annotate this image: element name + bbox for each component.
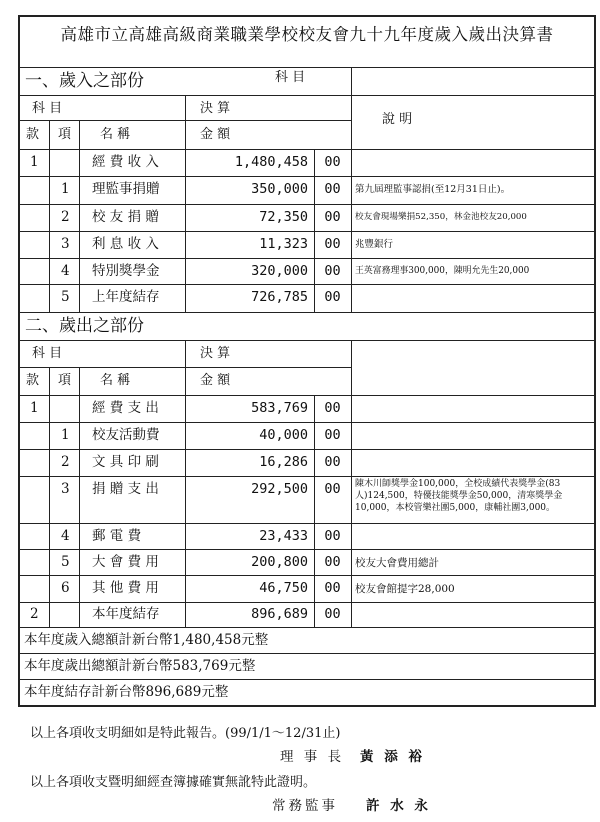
expense-row-kuan: 2 — [30, 606, 39, 622]
rule — [18, 395, 596, 396]
expense-row-note: 校友會館提字28,000 — [355, 583, 455, 595]
rule — [18, 422, 596, 423]
expense-budget-header: 決 算 — [200, 346, 231, 361]
expense-row-name: 經 費 支 出 — [92, 400, 159, 416]
summary-income-total: 本年度歲入總額計新台幣1,480,458元整 — [24, 632, 269, 648]
income-amount-header: 金 額 — [200, 127, 231, 142]
expense-row-name: 捐 贈 支 出 — [92, 481, 159, 497]
expense-row-cents: 00 — [324, 580, 341, 596]
expense-row-cents: 00 — [324, 454, 341, 470]
expense-row-cents: 00 — [324, 481, 341, 497]
rule — [79, 367, 80, 627]
income-row-amount: 726,785 — [251, 289, 308, 305]
rule — [185, 95, 186, 312]
expense-row-xiang: 4 — [61, 528, 70, 544]
rule — [18, 231, 596, 232]
supervisor-name: 許 水 永 — [366, 798, 431, 814]
expense-row-name: 其 他 費 用 — [92, 580, 159, 596]
expense-row-amount: 583,769 — [251, 400, 308, 416]
income-name-header: 名 稱 — [100, 127, 131, 142]
supervisor-title: 常務監事 — [272, 798, 338, 814]
income-row-note: 兆豐銀行 — [355, 239, 394, 250]
expense-row-cents: 00 — [324, 528, 341, 544]
expense-row-name: 大 會 費 用 — [92, 554, 159, 570]
expense-row-name: 校友活動費 — [92, 427, 160, 443]
income-row-name: 特別獎學金 — [92, 263, 160, 279]
rule — [18, 679, 596, 680]
rule — [18, 476, 596, 477]
income-row-amount: 1,480,458 — [234, 154, 308, 170]
rule — [18, 523, 596, 524]
rule — [18, 176, 596, 177]
expense-row-name: 本年度結存 — [92, 606, 160, 622]
expense-amount-header: 金 額 — [200, 373, 231, 388]
rule — [18, 340, 596, 341]
rule — [49, 120, 50, 312]
rule — [18, 575, 596, 576]
expense-row-amount: 200,800 — [251, 554, 308, 570]
expense-row-note: 校友大會費用總計 — [355, 557, 439, 569]
rule — [18, 312, 596, 313]
expense-row-xiang: 2 — [61, 454, 70, 470]
income-row-name: 上年度結存 — [92, 289, 160, 305]
income-row-xiang: 4 — [61, 263, 70, 279]
income-row-name: 利 息 收 入 — [92, 236, 159, 252]
income-row-cents: 00 — [324, 209, 341, 225]
expense-xiang-header: 項 — [58, 373, 72, 388]
expense-row-xiang: 6 — [61, 580, 70, 596]
income-xiang-header: 項 — [58, 127, 72, 142]
income-row-amount: 11,323 — [259, 236, 308, 252]
expense-row-amount: 292,500 — [251, 481, 308, 497]
expense-row-amount: 23,433 — [259, 528, 308, 544]
expense-row-amount: 896,689 — [251, 606, 308, 622]
income-row-amount: 72,350 — [259, 209, 308, 225]
document-title: 高雄市立高雄高級商業職業學校校友會九十九年度歲入歲出決算書 — [60, 25, 554, 44]
expense-kuan-header: 款 — [26, 373, 40, 388]
summary-expense-total: 本年度歲出總額計新台幣583,769元整 — [24, 658, 256, 674]
expense-row-amount: 46,750 — [259, 580, 308, 596]
rule — [18, 284, 596, 285]
rule — [18, 627, 596, 628]
income-row-note: 第九屆理監事認捐(至12月31日止)。 — [355, 184, 511, 195]
income-kuan-header: 款 — [26, 127, 40, 142]
expense-row-name: 郵 電 費 — [92, 528, 142, 544]
expense-name-header: 名 稱 — [100, 373, 131, 388]
income-row-xiang: 5 — [61, 289, 70, 305]
chairman-title: 理 事 長 — [280, 749, 345, 765]
income-top-subject-label: 科 目 — [275, 70, 306, 85]
chairman-name: 黃 添 裕 — [360, 749, 425, 765]
expense-row-amount: 16,286 — [259, 454, 308, 470]
expense-row-amount: 40,000 — [259, 427, 308, 443]
rule — [18, 95, 596, 96]
rule — [351, 340, 352, 627]
income-row-name: 經 費 收 入 — [92, 154, 159, 170]
income-row-amount: 320,000 — [251, 263, 308, 279]
expense-section-title: 二、歲出之部份 — [25, 316, 144, 336]
rule — [18, 549, 596, 550]
expense-row-cents: 00 — [324, 427, 341, 443]
summary-balance: 本年度結存計新台幣896,689元整 — [24, 684, 229, 700]
expense-row-name: 文 具 印 刷 — [92, 454, 159, 470]
expense-row-cents: 00 — [324, 400, 341, 416]
income-row-cents: 00 — [324, 289, 341, 305]
rule — [49, 367, 50, 627]
expense-row-xiang: 3 — [61, 481, 70, 497]
expense-row-cents: 00 — [324, 606, 341, 622]
income-budget-header: 決 算 — [200, 101, 231, 116]
report-statement: 以上各項收支明細如是特此報告。(99/1/1～12/31止) — [30, 726, 341, 741]
rule — [79, 120, 80, 312]
income-row-name: 校 友 捐 贈 — [92, 209, 159, 225]
rule — [351, 67, 352, 312]
audit-statement: 以上各項收支暨明細經查簿據確實無訛特此證明。 — [30, 775, 317, 790]
rule — [18, 258, 596, 259]
rule — [18, 449, 596, 450]
income-row-xiang: 1 — [61, 181, 70, 197]
rule — [18, 653, 596, 654]
income-remarks-header: 說 明 — [382, 112, 413, 127]
expense-row-note: 陳木川師獎學金100,000，全校成績代表獎學金(83人)124,500，特優技能獎學金50,000，清寒獎學金10,000，本校管樂社團5,000，康輔社團3,000。 — [355, 479, 563, 514]
expense-row-xiang: 1 — [61, 427, 70, 443]
expense-row-kuan: 1 — [30, 400, 39, 416]
income-row-amount: 350,000 — [251, 181, 308, 197]
income-row-xiang: 3 — [61, 236, 70, 252]
expense-row-cents: 00 — [324, 554, 341, 570]
income-row-cents: 00 — [324, 263, 341, 279]
expense-subject-header: 科 目 — [32, 346, 63, 361]
rule — [185, 340, 186, 627]
rule — [314, 149, 315, 312]
financial-statement-table — [18, 15, 596, 707]
rule — [18, 67, 596, 68]
income-row-cents: 00 — [324, 181, 341, 197]
income-row-cents: 00 — [324, 154, 341, 170]
income-row-note: 校友會現場樂捐52,350，林金池校友20,000 — [355, 212, 527, 222]
income-row-note: 王英富務理事300,000，陳明允先生20,000 — [355, 266, 530, 276]
rule — [18, 149, 596, 150]
income-row-cents: 00 — [324, 236, 341, 252]
expense-row-xiang: 5 — [61, 554, 70, 570]
rule — [18, 204, 596, 205]
rule — [18, 602, 596, 603]
income-row-xiang: 2 — [61, 209, 70, 225]
income-row-name: 理監事捐贈 — [92, 181, 160, 197]
income-row-kuan: 1 — [30, 154, 39, 170]
income-section-title: 一、歲入之部份 — [25, 71, 144, 91]
income-subject-header: 科 目 — [32, 101, 63, 116]
